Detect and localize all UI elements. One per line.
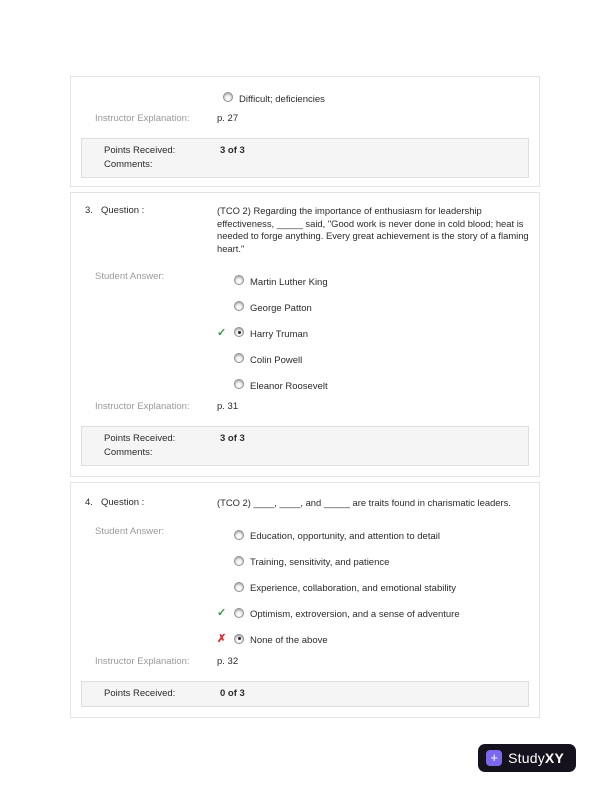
answer-option [217,267,539,293]
brand-name-study: Study [508,750,545,766]
quiz-results-page [70,76,540,723]
instructor-explanation-value: p. 31 [217,401,239,412]
student-answer-label: Student Answer: [95,271,165,282]
comments-row [104,158,528,172]
correct-check-icon: ✓ [217,607,227,619]
question-number: 3. [85,205,93,216]
radio-button[interactable] [234,379,244,389]
question2-tail-section [70,76,540,187]
answer-option [71,85,539,109]
answer-option [217,626,539,652]
points-box [81,426,529,466]
plus-icon: + [486,750,502,766]
options-list [217,522,539,652]
option-label: Martin Luther King [250,276,328,288]
radio-button-selected[interactable] [234,634,244,644]
points-received-label: Points Received: [104,433,176,444]
comments-label: Comments: [104,159,153,170]
radio-button[interactable] [234,556,244,566]
answer-option [217,293,539,319]
question4-section [70,482,540,718]
points-received-value: 0 of 3 [220,687,245,699]
correct-check-icon: ✓ [217,326,227,339]
comments-row [104,446,528,460]
option-label: Eleanor Roosevelt [250,380,328,392]
option-label: Training, sensitivity, and patience [250,557,390,568]
option-label: George Patton [250,302,312,314]
answer-option [217,319,539,345]
student-answer-label: Student Answer: [95,525,165,537]
points-received-label: Points Received: [104,145,176,156]
instructor-explanation-label: Instructor Explanation: [95,113,190,124]
instructor-explanation-row [71,113,539,124]
answer-option [217,345,539,371]
option-label: Education, opportunity, and attention to detail [250,531,440,542]
answer-option [217,548,539,574]
question-number: 4. [85,497,93,508]
instructor-explanation-row [71,401,539,412]
points-received-row [104,687,528,701]
points-received-value: 3 of 3 [220,433,245,444]
points-box [81,681,529,707]
radio-button-selected[interactable] [234,327,244,337]
studyxy-logo [478,744,576,772]
incorrect-cross-icon: ✗ [217,633,227,645]
option-label: None of the above [250,635,328,646]
radio-button[interactable] [234,353,244,363]
options-list [217,267,539,397]
radio-button[interactable] [234,530,244,540]
comments-label: Comments: [104,447,153,458]
question-text: (TCO 2) ____, ____, and _____ are traits found in charismatic leaders. [217,497,511,508]
instructor-explanation-value: p. 32 [217,655,239,667]
answer-option [217,574,539,600]
question3-section [70,192,540,477]
option-label: Colin Powell [250,354,303,366]
instructor-explanation-label: Instructor Explanation: [95,401,190,412]
points-received-value: 3 of 3 [220,145,245,156]
answer-option [217,371,539,397]
points-box [81,138,529,178]
instructor-explanation-row [71,656,539,667]
radio-button[interactable] [234,275,244,285]
instructor-explanation-value: p. 27 [217,113,239,124]
question-text: (TCO 2) Regarding the importance of enthusiasm for leadership effectiveness, _____ said, "Good work is never done in cold blood; heat is needed to forge anything. Every great achievement is the story of a flaming heart." [217,205,529,254]
radio-button[interactable] [234,582,244,592]
option-label: Experience, collaboration, and emotional stability [250,583,456,594]
question-row [71,497,539,510]
student-answer-row [71,522,539,652]
question-row [71,205,539,255]
student-answer-row [71,267,539,397]
question-label: Question : [101,205,145,216]
radio-button[interactable] [234,608,244,618]
brand-name-xy: XY [544,750,564,766]
option-label: Harry Truman [250,328,309,340]
question-label: Question : [101,497,145,508]
instructor-explanation-label: Instructor Explanation: [95,655,190,667]
option-label: Optimism, extroversion, and a sense of adventure [250,609,460,620]
option-label: Difficult; deficiencies [239,93,325,105]
radio-button[interactable] [223,92,233,102]
points-received-row [104,144,528,158]
points-received-label: Points Received: [104,687,176,699]
points-received-row [104,432,528,446]
answer-option [217,522,539,548]
answer-option [217,600,539,626]
radio-button[interactable] [234,301,244,311]
